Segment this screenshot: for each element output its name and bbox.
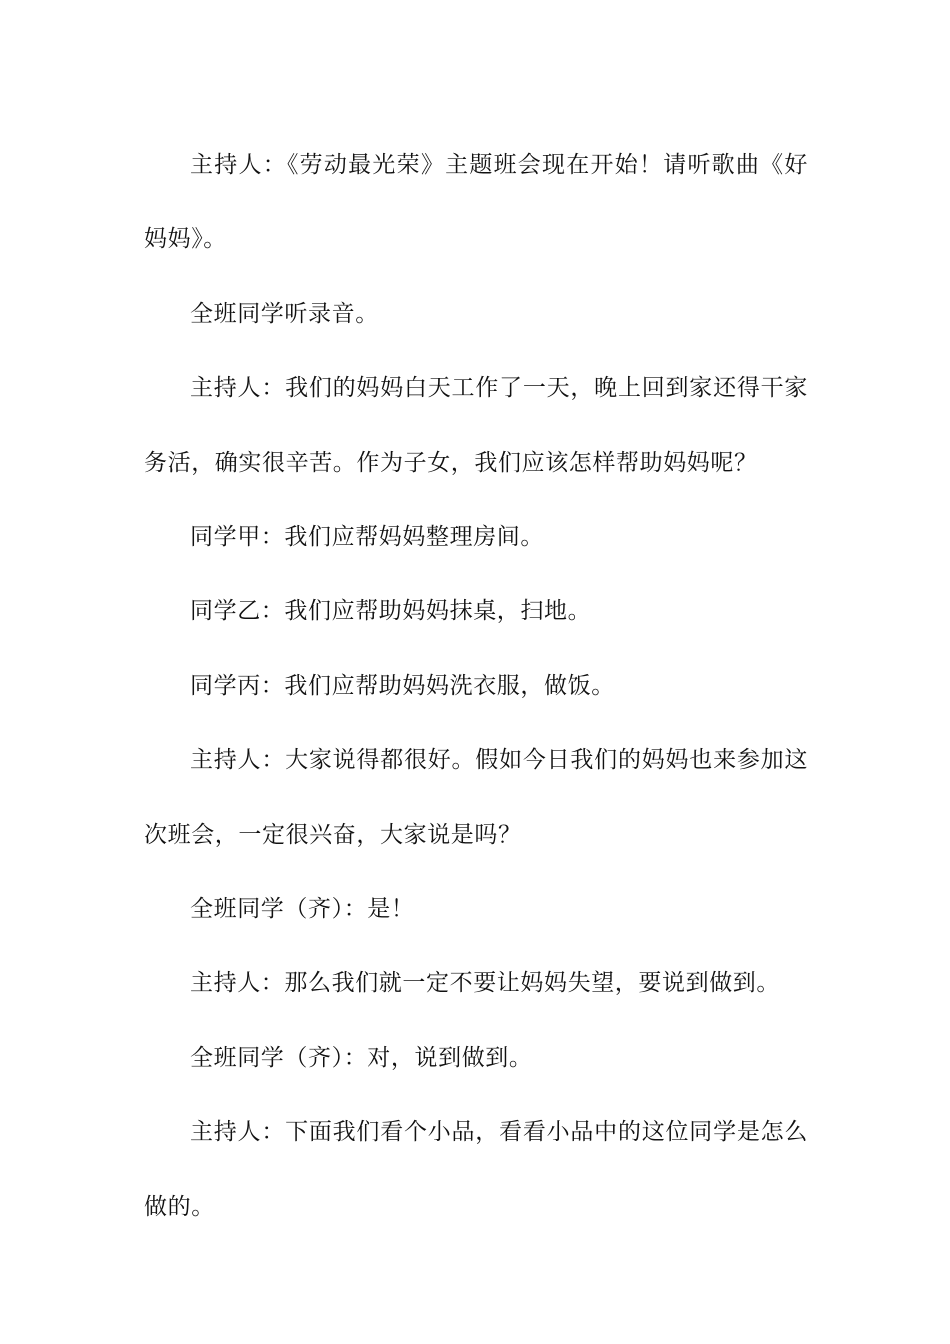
paragraph-host-question: 主持人：我们的妈妈白天工作了一天，晚上回到家还得干家务活，确实很辛苦。作为子女，我们应该怎样帮助妈妈呢？ (144, 375, 808, 476)
paragraph-class-listens: 全班同学听录音。 (190, 300, 379, 327)
paragraph-class-agree: 全班同学（齐）：对，说到做到。 (190, 1044, 533, 1071)
paragraph-host-skit: 主持人：下面我们看个小品，看看小品中的这位同学是怎么做的。 (144, 1119, 808, 1220)
paragraph-host-opening: 主持人：《劳动最光荣》主题班会现在开始！请听歌曲《好妈妈》。 (144, 152, 808, 253)
paragraph-student-a: 同学甲：我们应帮妈妈整理房间。 (190, 524, 544, 551)
paragraph-host-promise: 主持人：那么我们就一定不要让妈妈失望，要说到做到。 (190, 970, 780, 997)
paragraph-host-praise: 主持人：大家说得都很好。假如今日我们的妈妈也来参加这次班会，一定很兴奋，大家说是吗？ (144, 747, 808, 848)
paragraph-class-yes: 全班同学（齐）：是！ (190, 896, 415, 923)
paragraph-student-c: 同学丙：我们应帮助妈妈洗衣服，做饭。 (190, 672, 615, 699)
paragraph-student-b: 同学乙：我们应帮助妈妈抹桌，扫地。 (190, 598, 592, 625)
document-body (144, 128, 808, 1244)
